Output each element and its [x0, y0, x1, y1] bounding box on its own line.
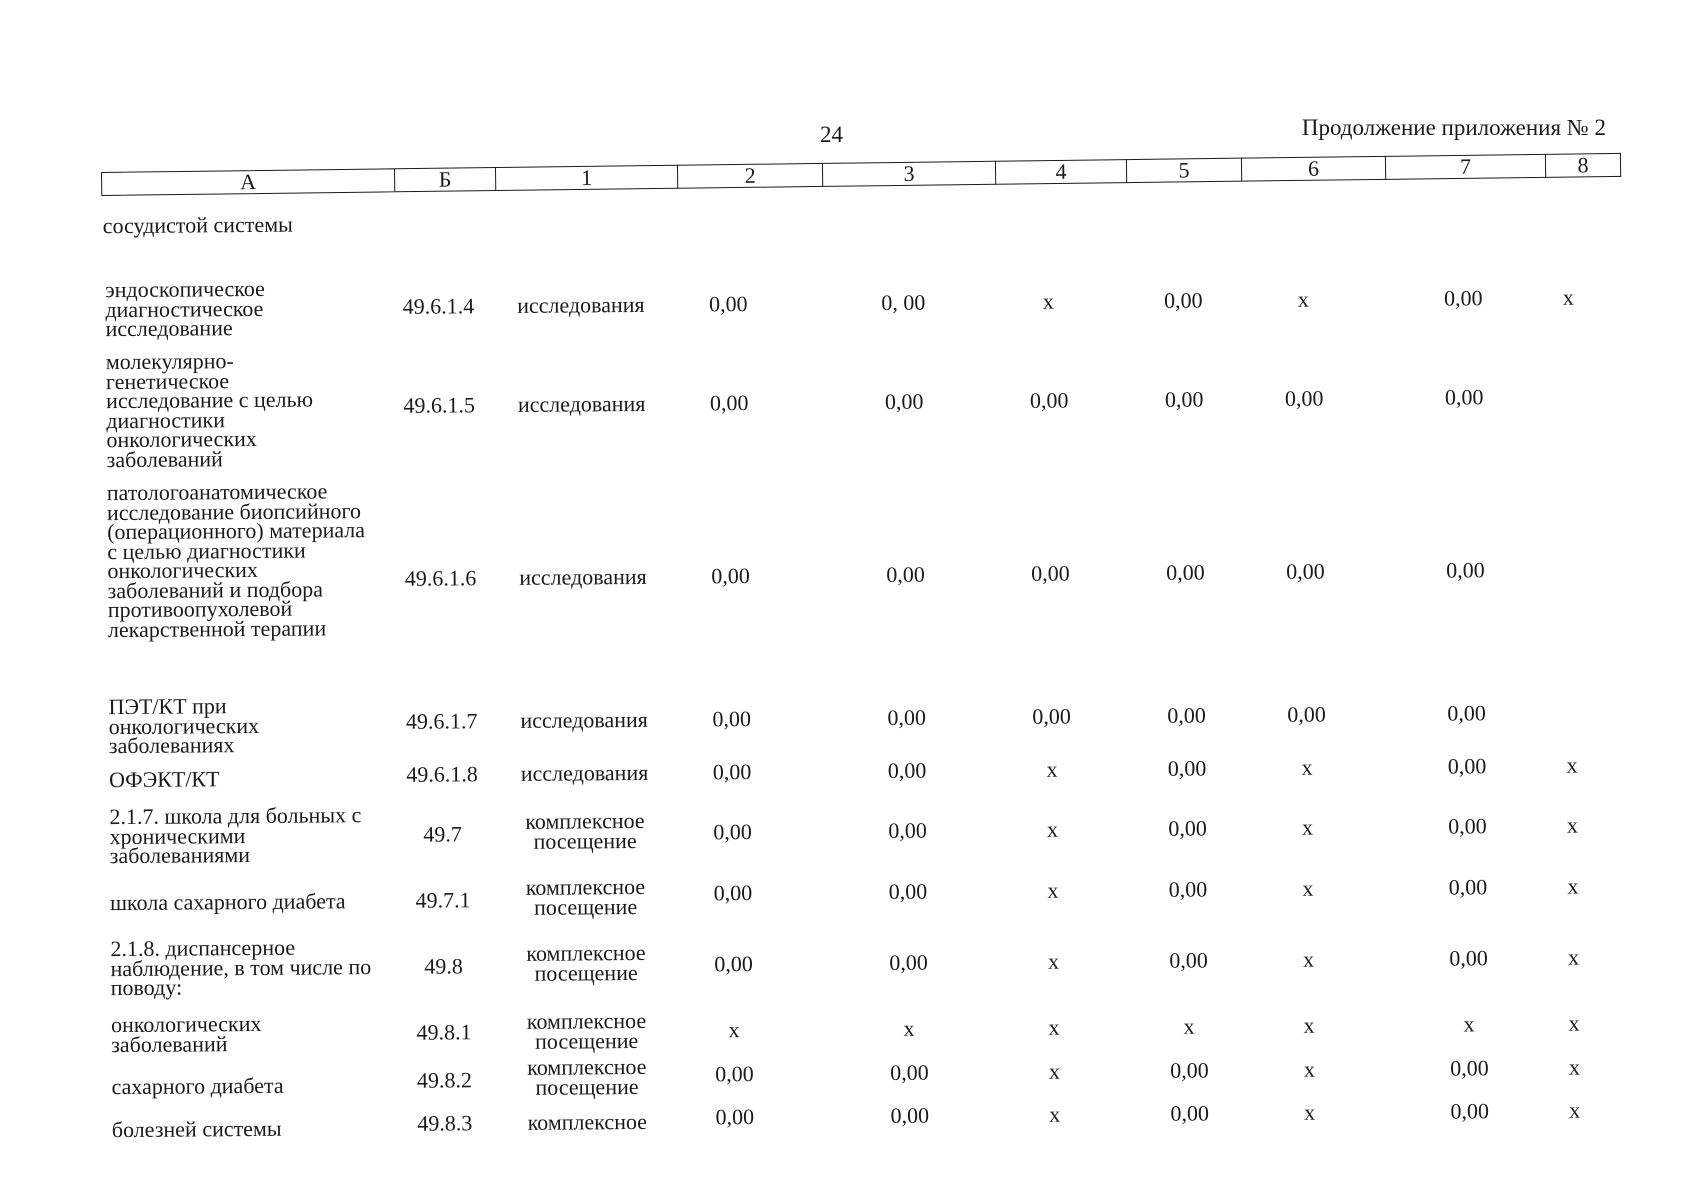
row-value-2: 0,00 — [712, 759, 752, 785]
row-value-3: 0,00 — [887, 704, 926, 731]
row-name: эндоскопическое диагностическое исследование — [105, 275, 265, 342]
table-row — [0, 685, 1697, 759]
row-code: 49.6.1.4 — [402, 293, 475, 319]
column-header-b: Б — [395, 167, 496, 192]
row-value-7: х — [1463, 1011, 1475, 1037]
row-value-6: х — [1302, 946, 1315, 972]
row-value-4: х — [1046, 816, 1059, 842]
row-unit: исследования — [517, 390, 646, 417]
row-value-3: 0,00 — [889, 949, 928, 976]
table-row — [0, 1097, 1701, 1143]
row-code: 49.7 — [423, 821, 462, 847]
page-number: 24 — [820, 122, 843, 147]
row-value-6: х — [1303, 1056, 1316, 1082]
row-value-5: 0,00 — [1164, 386, 1204, 412]
row-value-3: 0,00 — [890, 1102, 930, 1129]
table-row — [0, 268, 1694, 342]
row-value-8: х — [1568, 1054, 1580, 1080]
row-code: 49.8.2 — [416, 1067, 473, 1093]
row-value-3: 0,00 — [884, 388, 924, 415]
row-value-8: х — [1569, 1097, 1581, 1123]
row-value-4: х — [1046, 756, 1058, 782]
row-unit: исследования — [517, 291, 645, 318]
column-header-2: 2 — [678, 163, 823, 189]
row-value-2: 0,00 — [711, 563, 750, 589]
row-value-4: х — [1047, 877, 1059, 903]
row-value-4: х — [1047, 948, 1060, 974]
row-value-2: 0,00 — [712, 706, 751, 732]
row-value-3: 0,00 — [887, 757, 927, 784]
row-unit: комплексное посещение — [527, 1053, 647, 1100]
row-value-3: 0,00 — [890, 1059, 929, 1086]
table-row — [0, 873, 1699, 920]
table-row — [0, 471, 1696, 642]
table-row — [0, 795, 1698, 869]
column-header-3: 3 — [823, 161, 996, 187]
row-value-8: х — [1566, 752, 1578, 778]
row-unit: комплексное посещение — [526, 1007, 647, 1054]
row-value-3: 0,00 — [886, 561, 925, 588]
row-value-3: х — [903, 1015, 915, 1041]
row-value-6: х — [1303, 1012, 1315, 1038]
row-code: 49.8.1 — [416, 1019, 472, 1045]
row-value-2: 0,00 — [713, 819, 752, 845]
row-value-7: 0,00 — [1447, 753, 1487, 779]
row-code: 49.6.1.8 — [406, 761, 478, 787]
column-header-1: 1 — [496, 165, 678, 191]
row-value-2: 0,00 — [709, 291, 748, 317]
row-value-5: 0,00 — [1169, 947, 1208, 973]
table-row — [0, 1053, 1700, 1100]
row-name: сахарного диабета — [111, 1072, 284, 1100]
column-header-5: 5 — [1127, 158, 1242, 183]
table-row — [0, 752, 1698, 793]
row-value-8: х — [1568, 1010, 1580, 1036]
row-name: ПЭТ/КТ при онкологических заболеваниях — [108, 693, 260, 759]
carry-over-text: сосудистой системы — [102, 211, 293, 239]
row-value-5: х — [1183, 1013, 1195, 1039]
row-value-5: 0,00 — [1167, 702, 1206, 728]
row-value-4: х — [1049, 1101, 1061, 1127]
row-unit: исследования — [520, 706, 648, 733]
row-value-6: х — [1297, 286, 1309, 312]
row-value-4: х — [1048, 1014, 1060, 1040]
row-value-6: х — [1301, 814, 1314, 840]
row-value-5: 0,00 — [1170, 1057, 1209, 1083]
row-unit: комплексное посещение — [525, 807, 645, 854]
row-value-8: х — [1566, 812, 1579, 838]
column-header-7: 7 — [1386, 154, 1546, 180]
row-value-4: 0,00 — [1029, 387, 1069, 413]
carry-over-row — [0, 204, 1694, 239]
row-value-7: 0,00 — [1444, 285, 1483, 311]
row-name: патологоанатомическое исследование биопсийного (операционного) материала с целью диагностики онкологических заболеваний и подбора противоопухолевой лекарственной терапии — [106, 478, 366, 642]
row-code: 49.8 — [424, 953, 463, 979]
row-value-7: 0,00 — [1450, 1055, 1489, 1081]
row-value-6: 0,00 — [1284, 385, 1324, 411]
row-value-8: х — [1567, 873, 1579, 899]
column-header-6: 6 — [1242, 156, 1386, 182]
row-value-3: 0, 00 — [881, 289, 926, 316]
row-value-6: х — [1302, 875, 1314, 901]
row-name: 2.1.8. диспансерное наблюдение, в том числе по поводу: — [110, 934, 372, 1001]
row-value-7: 0,00 — [1447, 700, 1486, 726]
row-value-4: 0,00 — [1032, 703, 1071, 729]
row-value-6: х — [1304, 1099, 1316, 1125]
row-code: 49.8.3 — [417, 1110, 473, 1136]
column-header-8: 8 — [1546, 153, 1621, 178]
table-row — [0, 927, 1699, 1001]
row-value-2: 0,00 — [715, 1104, 755, 1130]
row-code: 49.6.1.6 — [404, 565, 477, 591]
row-name: онкологических заболеваний — [110, 1010, 262, 1057]
row-value-5: 0,00 — [1164, 287, 1203, 313]
row-name: 2.1.7. школа для больных с хроническими заболеваниями — [109, 802, 362, 869]
row-value-4: х — [1048, 1058, 1061, 1084]
row-value-5: 0,00 — [1168, 815, 1207, 841]
row-name: школа сахарного диабета — [109, 888, 346, 916]
appendix-title: Продолжение приложения № 2 — [1301, 115, 1606, 140]
row-value-5: 0,00 — [1170, 1100, 1210, 1126]
row-unit: исследования — [520, 759, 649, 786]
row-value-7: 0,00 — [1444, 384, 1484, 410]
table-row — [0, 340, 1695, 472]
row-value-3: 0,00 — [888, 878, 928, 905]
row-unit: комплексное — [527, 1108, 648, 1135]
row-value-5: 0,00 — [1168, 876, 1208, 902]
row-code: 49.6.1.7 — [405, 708, 478, 734]
row-name: ОФЭКТ/КТ — [108, 766, 220, 793]
row-unit: комплексное посещение — [525, 873, 646, 920]
row-value-3: 0,00 — [888, 817, 927, 844]
row-value-2: 0,00 — [714, 951, 753, 977]
row-value-2: 0,00 — [713, 880, 753, 906]
row-value-7: 0,00 — [1448, 874, 1488, 900]
row-value-6: 0,00 — [1287, 701, 1326, 727]
row-unit: комплексное посещение — [526, 939, 646, 986]
row-value-7: 0,00 — [1449, 945, 1488, 971]
row-value-4: х — [1042, 288, 1054, 314]
row-name: болезней системы — [111, 1115, 282, 1143]
row-value-2: 0,00 — [715, 1061, 754, 1087]
row-value-8: х — [1562, 284, 1574, 310]
row-name: молекулярно-генетическое исследование с целью диагностики онкологических заболеваний — [105, 348, 314, 472]
column-header-a: А — [101, 168, 395, 196]
row-value-7: 0,00 — [1446, 557, 1485, 583]
table-row — [0, 1003, 1700, 1057]
row-value-8: х — [1567, 944, 1580, 970]
row-value-6: х — [1301, 754, 1313, 780]
row-value-5: 0,00 — [1166, 559, 1205, 585]
row-value-6: 0,00 — [1286, 558, 1325, 584]
row-value-4: 0,00 — [1031, 560, 1070, 586]
row-value-5: 0,00 — [1167, 755, 1207, 781]
row-value-2: х — [728, 1017, 740, 1043]
column-header-4: 4 — [996, 159, 1127, 185]
row-value-7: 0,00 — [1448, 813, 1487, 839]
row-unit: исследования — [519, 563, 647, 590]
row-code: 49.7.1 — [415, 887, 471, 913]
row-value-2: 0,00 — [709, 390, 749, 416]
row-code: 49.6.1.5 — [403, 392, 476, 418]
row-value-7: 0,00 — [1450, 1098, 1490, 1124]
